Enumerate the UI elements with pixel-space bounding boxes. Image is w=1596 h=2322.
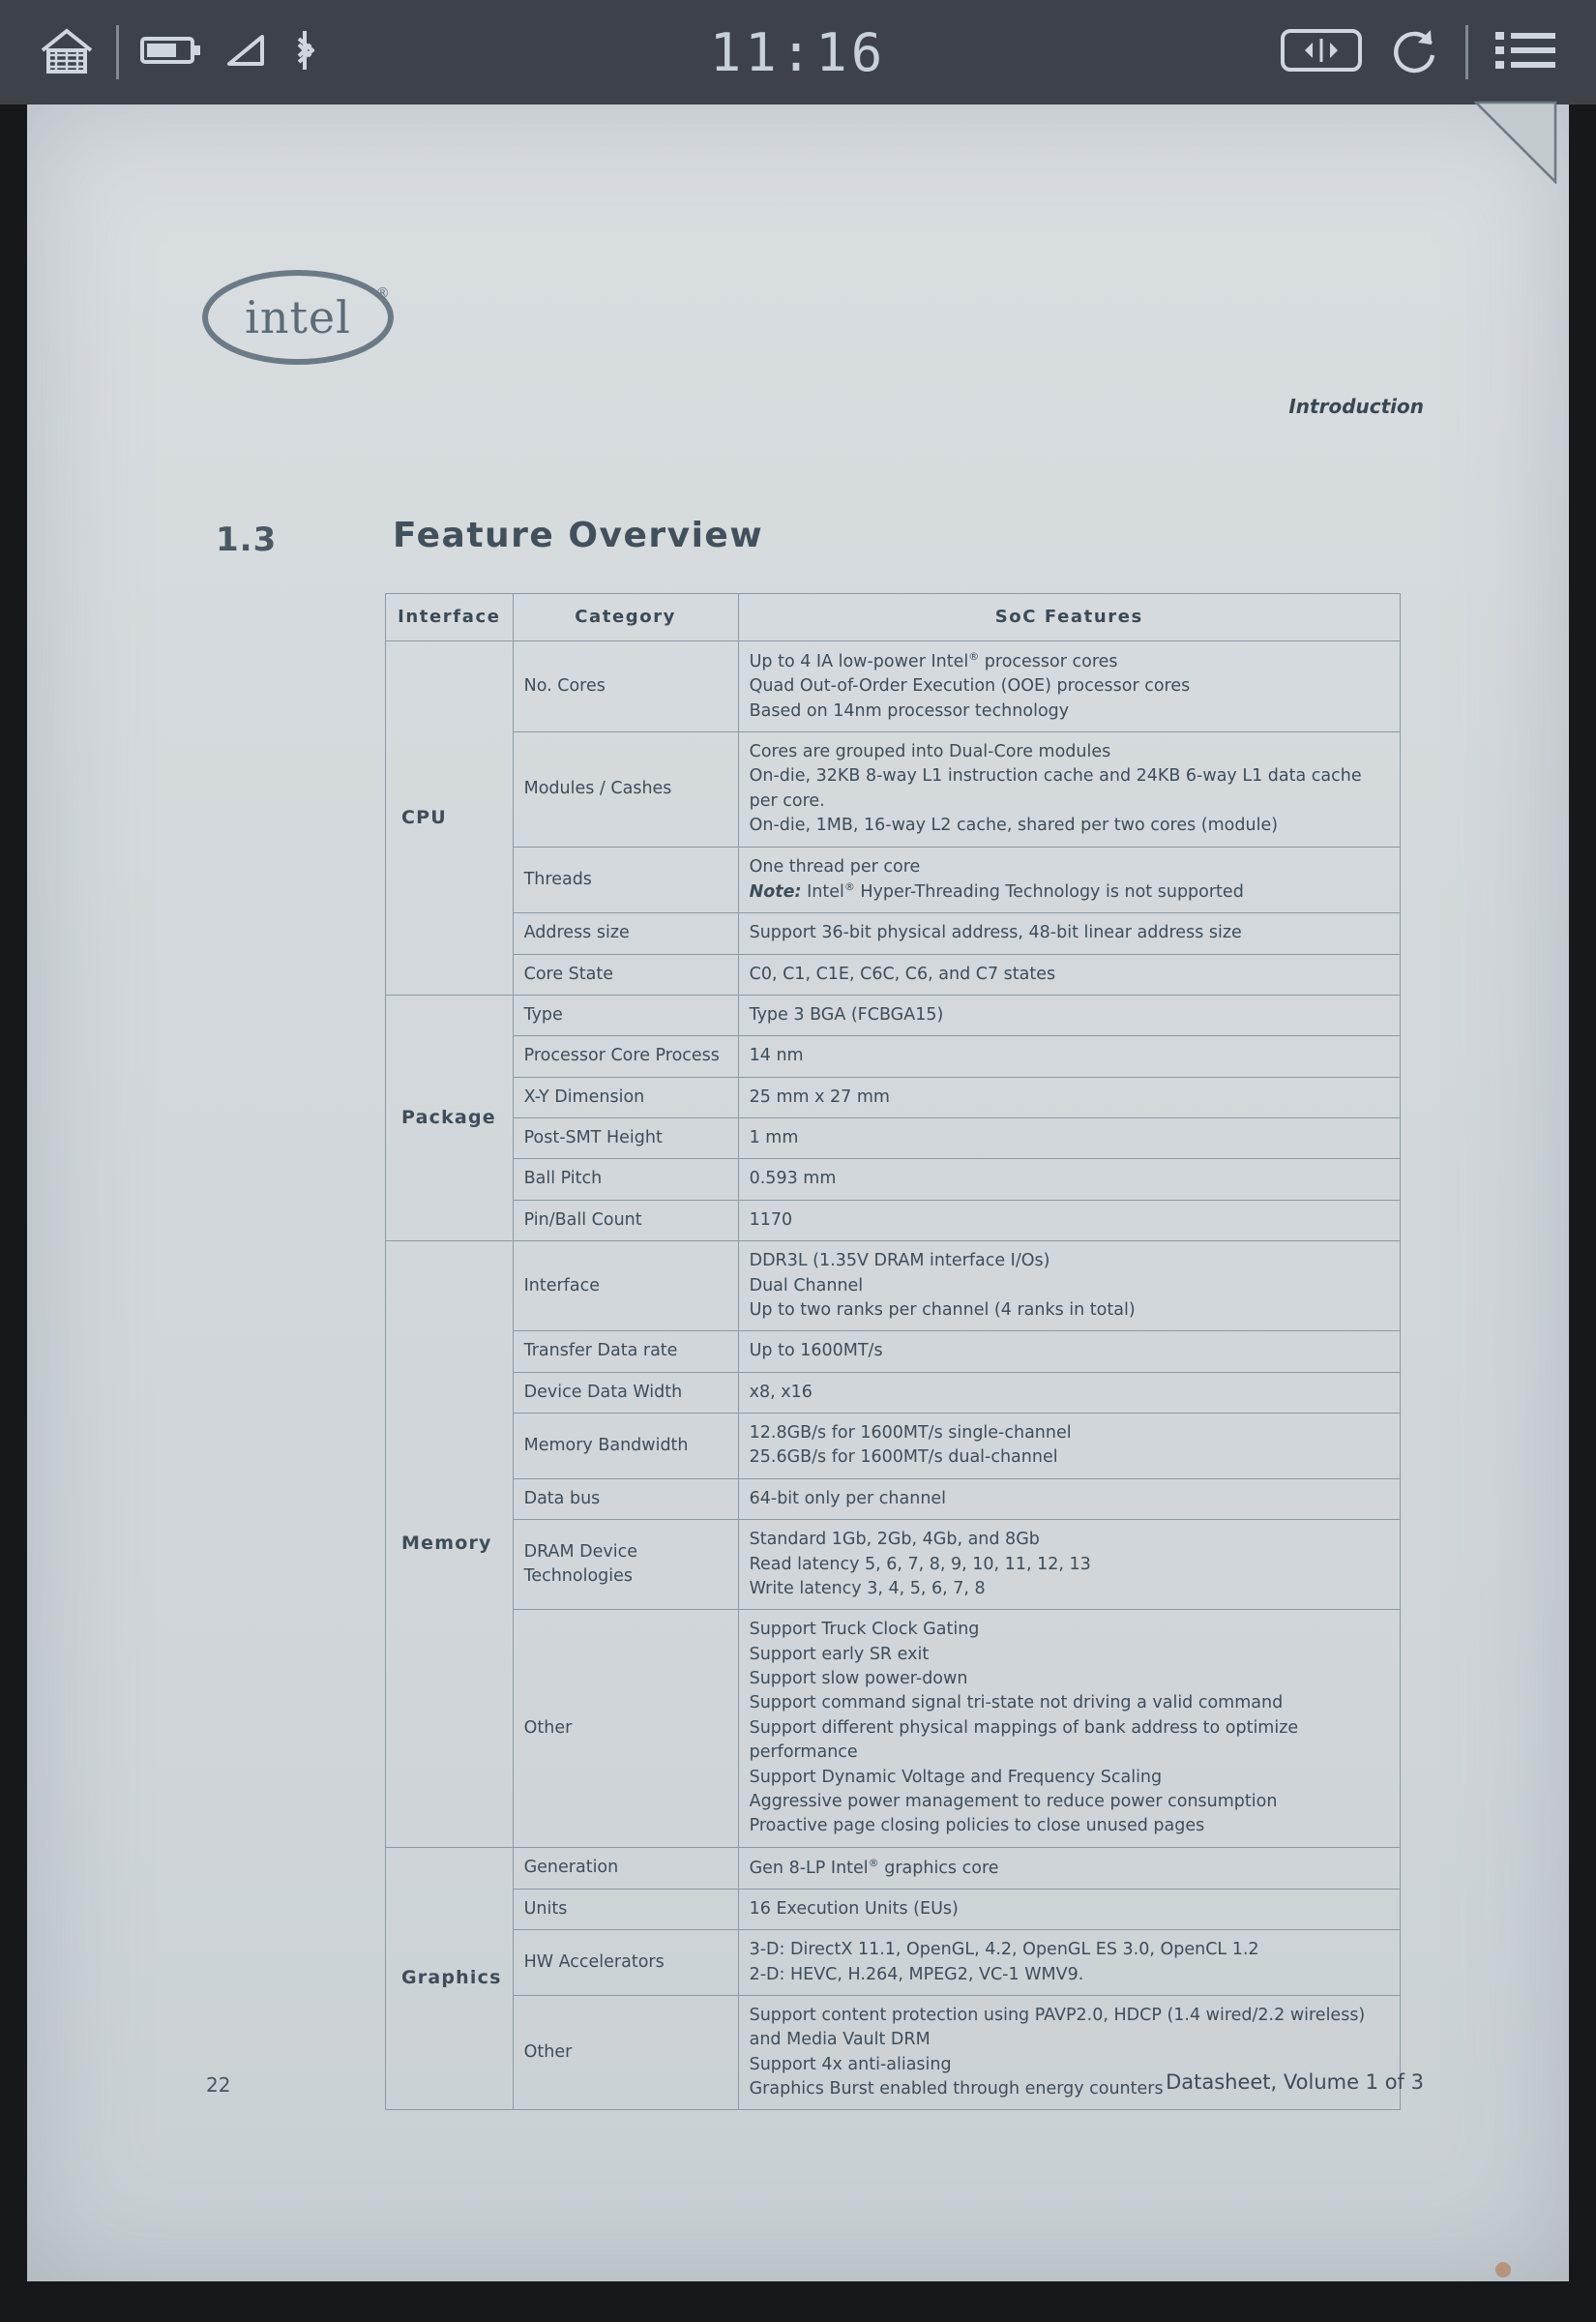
page-mode-icon[interactable] <box>1280 25 1363 79</box>
category-cell: Type <box>513 995 738 1035</box>
footer-text: Datasheet, Volume 1 of 3 <box>1166 2070 1424 2094</box>
category-cell: Memory Bandwidth <box>513 1414 738 1479</box>
registered-mark: ® <box>375 284 390 302</box>
bluetooth-icon <box>289 27 320 77</box>
interface-cell: Package <box>386 995 514 1240</box>
features-cell: x8, x16 <box>738 1372 1400 1413</box>
category-cell: Address size <box>513 913 738 954</box>
features-cell: DDR3L (1.35V DRAM interface I/Os) Dual Channel Up to two ranks per channel (4 ranks in total) <box>738 1241 1400 1331</box>
category-cell: Ball Pitch <box>513 1159 738 1200</box>
features-cell: One thread per core Note: Intel® Hyper-Threading Technology is not supported <box>738 847 1400 913</box>
features-cell: 3-D: DirectX 11.1, OpenGL, 4.2, OpenGL ES 3.0, OpenCL 1.2 2-D: HEVC, H.264, MPEG2, VC-1 WMV9. <box>738 1930 1400 1996</box>
category-cell: No. Cores <box>513 641 738 732</box>
category-cell: Core State <box>513 954 738 995</box>
table-row <box>386 1372 1401 1413</box>
table-row <box>386 1200 1401 1240</box>
features-cell: 0.593 mm <box>738 1159 1400 1200</box>
intel-logo <box>196 259 399 375</box>
list-menu-icon[interactable] <box>1493 26 1557 78</box>
divider <box>1465 25 1468 79</box>
table-row <box>386 732 1401 848</box>
features-cell: 12.8GB/s for 1600MT/s single-channel 25.6GB/s for 1600MT/s dual-channel <box>738 1414 1400 1479</box>
features-cell: 1170 <box>738 1200 1400 1240</box>
clock: 11:16 <box>709 21 887 83</box>
table-row <box>386 847 1401 913</box>
features-cell: 1 mm <box>738 1118 1400 1159</box>
table-row <box>386 1118 1401 1159</box>
table-row <box>386 1159 1401 1200</box>
table-row <box>386 995 1401 1035</box>
page-number: 22 <box>206 2073 231 2097</box>
features-cell: Cores are grouped into Dual-Core modules On-die, 32KB 8-way L1 instruction cache and 24KB 6-way L1 data cache per core. On-die, 1MB, 16-way L2 cache, shared per two cores (module) <box>738 732 1400 848</box>
table-row <box>386 1847 1401 1889</box>
battery-icon <box>140 31 202 74</box>
category-cell: HW Accelerators <box>513 1930 738 1996</box>
col-header-interface: Interface <box>386 594 514 641</box>
signal-icon <box>223 31 268 74</box>
category-cell: Modules / Cashes <box>513 732 738 848</box>
features-cell: Up to 4 IA low-power Intel® processor cores Quad Out-of-Order Execution (OOE) processor cores Based on 14nm processor technology <box>738 641 1400 732</box>
table-row <box>386 1036 1401 1077</box>
category-cell: Device Data Width <box>513 1372 738 1413</box>
category-cell: Transfer Data rate <box>513 1331 738 1372</box>
table-row <box>386 1331 1401 1372</box>
category-cell: Post-SMT Height <box>513 1118 738 1159</box>
table-row <box>386 1241 1401 1331</box>
features-cell: Support 36-bit physical address, 48-bit linear address size <box>738 913 1400 954</box>
category-cell: X-Y Dimension <box>513 1077 738 1117</box>
category-cell: Other <box>513 1995 738 2110</box>
category-cell: Other <box>513 1610 738 1847</box>
table-row <box>386 954 1401 995</box>
features-cell: 25 mm x 27 mm <box>738 1077 1400 1117</box>
divider <box>116 25 119 79</box>
category-cell: Units <box>513 1889 738 1929</box>
feature-overview-table <box>385 593 1401 2110</box>
features-cell: 14 nm <box>738 1036 1400 1077</box>
table-row <box>386 1930 1401 1996</box>
category-cell: Generation <box>513 1847 738 1889</box>
category-cell: DRAM Device Technologies <box>513 1520 738 1610</box>
features-cell: Type 3 BGA (FCBGA15) <box>738 995 1400 1035</box>
category-cell: Threads <box>513 847 738 913</box>
table-row <box>386 1414 1401 1479</box>
category-cell: Pin/Ball Count <box>513 1200 738 1240</box>
interface-cell: CPU <box>386 641 514 996</box>
features-cell: Support Truck Clock Gating Support early SR exit Support slow power-down Support command signal tri-state not driving a valid command Support different physical mappings of bank address to optimize performance Support Dynamic Voltage and Frequency Scaling Aggressive power management to reduce power consumption Proactive page closing policies to close unused pages <box>738 1610 1400 1847</box>
interface-cell: Memory <box>386 1241 514 1848</box>
document-page[interactable] <box>27 104 1569 2281</box>
page-content <box>27 104 1569 2281</box>
table-row <box>386 641 1401 732</box>
section-number: 1.3 <box>216 521 278 559</box>
col-header-category: Category <box>513 594 738 641</box>
features-cell: Up to 1600MT/s <box>738 1331 1400 1372</box>
features-cell: 64-bit only per channel <box>738 1478 1400 1519</box>
features-cell: C0, C1, C1E, C6C, C6, and C7 states <box>738 954 1400 995</box>
running-header: Introduction <box>1288 395 1424 418</box>
category-cell: Processor Core Process <box>513 1036 738 1077</box>
home-icon[interactable] <box>39 25 95 79</box>
col-header-soc-features: SoC Features <box>738 594 1400 641</box>
refresh-icon[interactable] <box>1388 24 1440 80</box>
feature-overview-table-wrap <box>385 593 1401 2110</box>
table-row <box>386 913 1401 954</box>
indicator-light <box>1495 2262 1511 2277</box>
features-cell: Standard 1Gb, 2Gb, 4Gb, and 8Gb Read latency 5, 6, 7, 8, 9, 10, 11, 12, 13 Write latency 3, 4, 5, 6, 7, 8 <box>738 1520 1400 1610</box>
category-cell: Interface <box>513 1241 738 1331</box>
page-title: Feature Overview <box>393 516 764 555</box>
interface-cell: Graphics <box>386 1847 514 2110</box>
table-body <box>386 641 1401 2110</box>
status-bar <box>0 0 1596 104</box>
table-row <box>386 1478 1401 1519</box>
intel-logo-text: intel <box>245 291 351 343</box>
features-cell: Gen 8-LP Intel® graphics core <box>738 1847 1400 1889</box>
table-header-row <box>386 594 1401 641</box>
table-row <box>386 1889 1401 1929</box>
table-row <box>386 1520 1401 1610</box>
category-cell: Data bus <box>513 1478 738 1519</box>
features-cell: 16 Execution Units (EUs) <box>738 1889 1400 1929</box>
table-row <box>386 1610 1401 1847</box>
table-row <box>386 1077 1401 1117</box>
features-cell: Support content protection using PAVP2.0, HDCP (1.4 wired/2.2 wireless) and Media Vault DRM Support 4x anti-aliasing Graphics Burst enabled through energy counters <box>738 1995 1400 2110</box>
